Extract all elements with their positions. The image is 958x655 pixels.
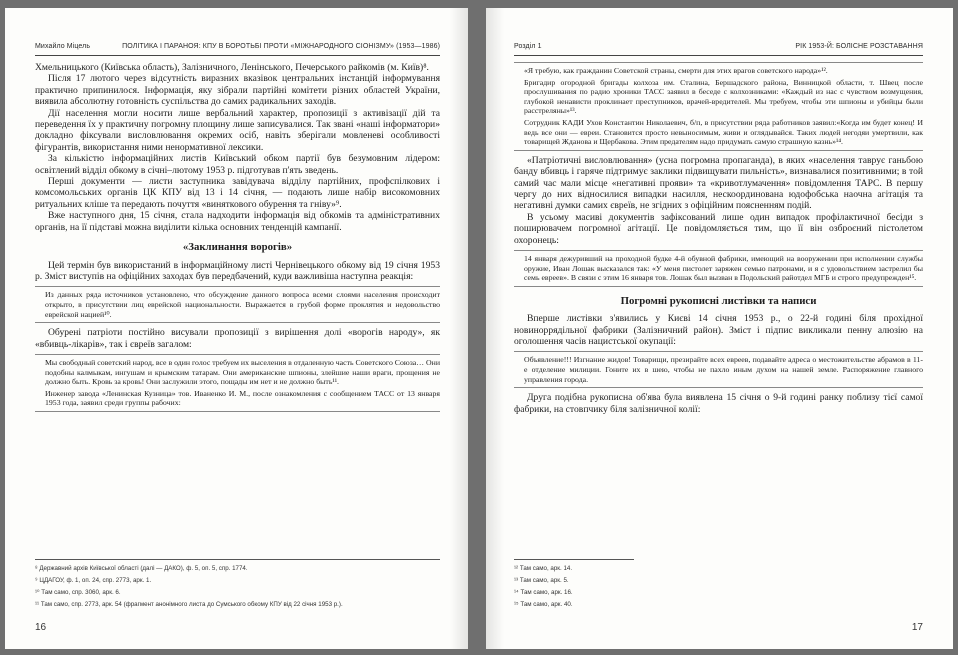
paragraph: Вперше листівки з'явились у Києві 14 січня 1953 р., о 22-й годині біля прохідної новиноррядільної фабрики (Залізничний район). Зміст і підпис викликали пенну алюзію на оголошення часів нацистської окупації: — [514, 313, 923, 347]
paragraph: Обурені патріоти постійно висували пропозиції з вирішення долі «ворогів народу», як «вбивць-лікарів», так і євреїв загалом: — [35, 327, 440, 350]
quote-text: Сотрудник КАДИ Ухов Константин Николаевич, б/п, в присутствии ряда работников заявил:«Когда им будет конец! И ведь все они — евреи. Становится просто невыносимым, живи и оглядывайся. Таких людей негодяи умертвили, как товарищей Жданова и Щербакова. Этим предателям надо придумать самую страшную казнь»¹⁴. — [524, 117, 923, 147]
left-body-text — [35, 62, 440, 412]
right-page — [486, 8, 953, 649]
footnote: ¹⁴ Там само, арк. 16. — [514, 589, 573, 596]
quote-block — [514, 62, 923, 151]
header-chapter-title: РІК 1953-Й: БОЛІСНЕ РОЗСТАВАННЯ — [795, 43, 923, 50]
left-page — [5, 8, 468, 649]
footnote: ¹³ Там само, арк. 5. — [514, 577, 569, 584]
footnote: ¹⁰ Там само, спр. 3060, арк. 6. — [35, 589, 121, 596]
quote-text: 14 января дежуривший на проходной будке 4-й обувной фабрики, имеющий на вооружении при исполнении службы оружие, Иван Лошак высказался так: «У меня пистолет заряжен семью патронами, и я с удовольствием застрелил бы семь евреев». В связи с этим 16 января тов. Лошак был вызван в Подольский райотдел МГБ и строго предупрежден¹⁵. — [524, 254, 923, 283]
paragraph: Хмельницького (Київська область), Залізничного, Ленінського, Печерського райкомів (м. Київ)⁸. — [35, 62, 429, 73]
paragraph: Дії населення могли носити лише вербальний характер, пропозиції з активізації дій та переведення їх у практичну погромну площину лише записувалися. Так звані «наші інформатори» докладно фіксували висловлювання окремих осіб, навіть зберігали мовленеві особливості фігурантів, використання ними ненормативної лексики. — [35, 107, 440, 153]
quote-text: Бригадир огородной бригады колхоза им. Сталина, Бершадского района, Винницкой области, т. Швец после прослушивания по радио хроники ТАСС заявил в беседе с колхозниками: «Каждый из нас с чувством возмущения, глубокой ненависти проклинает преступников, врачей-вредителей. Мы требуем, чтобы эти шпионы и убийцы были расстреляны»¹³. — [524, 77, 923, 116]
paragraph: В усьому масиві документів зафіксований лише один випадок профілактичної бесіди з поширювачем погромної агітації. Це повідомляється тим, що її він озброєний пістолетом охоронець: — [514, 211, 923, 246]
footnotes — [514, 559, 634, 611]
quote-text: «Я требую, как гражданин Советской страны, смерти для этих врагов советского народа»¹². — [524, 66, 828, 75]
section-heading: «Заклинання ворогів» — [182, 241, 293, 254]
running-header — [35, 42, 440, 56]
paragraph: За кількістю інформаційних листів Київський обком партії був безумовним лідером: освітлений відділ обкому в січні–лютому 1953 р. підготував п'ять зведень. — [35, 153, 440, 176]
paragraph: «Патріотичні висловлювання» (усна погромна пропаганда), в яких «населення таврує ганьбою банду вбивць і гаряче підтримує заклики підвищувати пильність», визнавалися позитивними; в той самий час мали місце «негативні прояви» та «кривотлумачення» повідомлення ТАРС. В першу чергу до них відносилися випадки насилля, нескоординована юдофобська наочна агітація та негативні думки самих євреїв, не згідних з офіційним поясненням подій. — [514, 154, 923, 212]
page-number: 16 — [35, 622, 47, 633]
quote-block — [35, 286, 440, 323]
quote-text: Объявление!!! Изгнание жидов! Товарищи, презирайте всех евреев, подавайте адреса о местожительстве абрамов в 11-е отделение милиции. Гоните их в шею, чтобы не пахло иным духом на нашей земле. Распоряжение главного управления города. — [524, 355, 923, 384]
footnote: ⁸ Державний архів Київської області (далі — ДАКО), ф. 5, оп. 5, спр. 1774. — [35, 565, 248, 572]
right-body-text — [514, 62, 923, 415]
paragraph: Перші документи — листи заступника завідувача відділу партійних, профспілкових і комсомольських органів ЦК КПУ від 13 і 14 січня, — подають лише набір високомовних ритуальних кліше та передають почуття «виняткового обурення та гніву»⁹. — [35, 176, 440, 210]
running-header — [514, 42, 923, 56]
header-book-title: ПОЛІТИКА І ПАРАНОЯ: КПУ В БОРОТЬБІ ПРОТИ «МІЖНАРОДНОГО СІОНІЗМУ» (1953—1986) — [122, 43, 440, 50]
footnote: ⁹ ЦДАГОУ, ф. 1, оп. 24, спр. 2773, арк. 1. — [35, 577, 152, 584]
gutter-shadow — [486, 8, 504, 649]
footnote: ¹² Там само, арк. 14. — [514, 565, 573, 572]
paragraph: Вже наступного дня, 15 січня, стала надходити інформація від обкомів та адміністративних органів, на її підставі можна виділити кілька основних тенденцій кампанії. — [35, 210, 440, 233]
quote-text: Мы свободный советский народ, все в один голос требуем их выселения в отдаленную часть Советского Союза… Они подобны калмыкам, ингушам и крымским татарам. Они американские шпионы, злейшие наши враги, прощения не должно быть. Кровь за кровь! Они заслужили этого, пощады им нет и не должно быть¹¹. — [45, 357, 440, 387]
quote-text: Инженер завода «Ленинская Кузница» тов. Иваненко И. М., после ознакомления с сообщением ТАСС от 13 января 1953 года, заявил среди группы рабочих: — [45, 388, 440, 408]
header-author: Михайло Міцель — [35, 43, 91, 50]
page-number: 17 — [911, 622, 923, 633]
footnote: ¹⁵ Там само, арк. 40. — [514, 601, 573, 608]
paragraph: Після 17 лютого через відсутність виразних вказівок центральних інстанцій інформування практично припинилося. Інформація, яку зібрали партійні комітети різних областей України, виявила абсолютну готовність суспільства до самих радикальних заходів. — [35, 73, 440, 108]
gutter-shadow — [450, 8, 468, 649]
footnote: ¹¹ Там само, спр. 2773, арк. 54 (фрагмент анонімного листа до Сумського обкому КПУ від 22 січня 1953 р.). — [35, 601, 343, 608]
quote-block — [514, 351, 923, 388]
header-section: Розділ 1 — [514, 43, 542, 50]
quote-text: Из данных ряда источников установлено, что обсуждение данного вопроса всеми слоями населения происходит открыто, в присутствии лиц еврейской национальности. Выражается в грубой форме проклятия и недовольство еврейской нацией¹⁰. — [45, 290, 440, 319]
quote-block — [35, 354, 440, 412]
section-heading: Погромні рукописні листівки та написи — [620, 294, 817, 307]
paragraph: Друга подібна рукописна об'ява була виявлена 15 січня о 9-й годині ранку поблизу тієї самої фабрики, на стовпчику біля залізничної колії: — [514, 392, 923, 415]
paragraph: Цей термін був використаний в інформаційному листі Чернівецького обкому від 19 січня 1953 р. Зміст виступів на офіційних заходах був передбачений, куди важливіша наступна реакція: — [35, 259, 440, 282]
quote-block — [514, 250, 923, 287]
footnotes — [35, 559, 440, 611]
